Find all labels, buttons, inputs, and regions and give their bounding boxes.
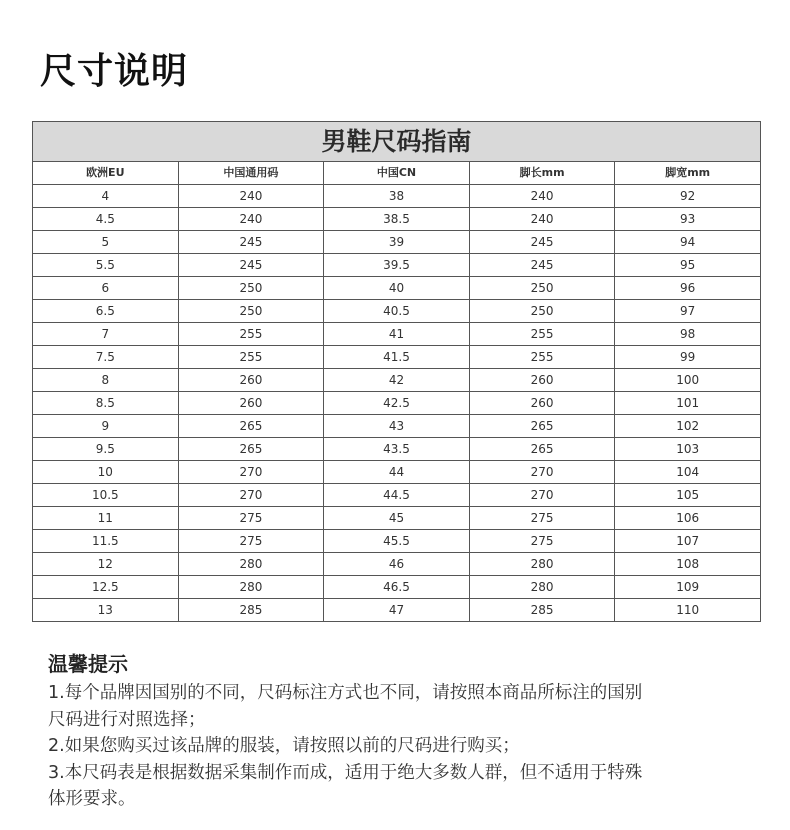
table-cell: 5.5 [33, 254, 179, 277]
table-row [33, 392, 761, 415]
table-row [33, 231, 761, 254]
size-chart-table [32, 121, 761, 622]
table-cell: 45.5 [324, 530, 470, 553]
table-title-row [33, 122, 761, 162]
table-cell: 39.5 [324, 254, 470, 277]
table-row [33, 208, 761, 231]
table-title: 男鞋尺码指南 [33, 122, 761, 162]
table-cell: 98 [615, 323, 761, 346]
table-cell: 280 [178, 553, 324, 576]
table-row [33, 484, 761, 507]
table-cell: 38 [324, 185, 470, 208]
table-cell: 39 [324, 231, 470, 254]
table-cell: 109 [615, 576, 761, 599]
table-cell: 245 [469, 231, 615, 254]
table-cell: 255 [469, 346, 615, 369]
page-title: 尺寸说明 [40, 51, 189, 92]
table-cell: 12 [33, 553, 179, 576]
table-cell: 10 [33, 461, 179, 484]
table-cell: 280 [469, 553, 615, 576]
table-cell: 102 [615, 415, 761, 438]
tips-line: 3.本尺码表是根据数据采集制作而成，适用于绝大多数人群，但不适用于特殊 [48, 762, 643, 783]
table-row [33, 415, 761, 438]
table-cell: 265 [469, 415, 615, 438]
table-cell: 275 [178, 507, 324, 530]
tips-section [48, 650, 758, 813]
table-row [33, 438, 761, 461]
table-cell: 240 [178, 208, 324, 231]
table-cell: 8 [33, 369, 179, 392]
table-cell: 270 [178, 484, 324, 507]
table-cell: 13 [33, 599, 179, 622]
table-cell: 255 [469, 323, 615, 346]
tips-line: 体形要求。 [48, 789, 136, 809]
table-cell: 5 [33, 231, 179, 254]
table-cell: 41 [324, 323, 470, 346]
table-cell: 7 [33, 323, 179, 346]
table-cell: 40.5 [324, 300, 470, 323]
table-cell: 250 [178, 277, 324, 300]
table-cell: 42.5 [324, 392, 470, 415]
table-cell: 42 [324, 369, 470, 392]
table-cell: 255 [178, 346, 324, 369]
table-cell: 46 [324, 553, 470, 576]
table-cell: 285 [469, 599, 615, 622]
table-row [33, 300, 761, 323]
table-cell: 105 [615, 484, 761, 507]
table-cell: 103 [615, 438, 761, 461]
table-cell: 270 [178, 461, 324, 484]
table-cell: 106 [615, 507, 761, 530]
table-cell: 95 [615, 254, 761, 277]
table-row [33, 461, 761, 484]
table-cell: 250 [469, 277, 615, 300]
table-cell: 43.5 [324, 438, 470, 461]
table-cell: 11 [33, 507, 179, 530]
table-row [33, 369, 761, 392]
table-cell: 250 [178, 300, 324, 323]
table-cell: 96 [615, 277, 761, 300]
table-row [33, 507, 761, 530]
tips-heading: 温馨提示 [48, 652, 128, 676]
table-cell: 260 [469, 369, 615, 392]
header-china-cn: 中国CN [324, 162, 470, 185]
tips-line: 1.每个品牌因国别的不同，尺码标注方式也不同，请按照本商品所标注的国别 [48, 683, 643, 703]
table-cell: 107 [615, 530, 761, 553]
table-cell: 8.5 [33, 392, 179, 415]
table-cell: 94 [615, 231, 761, 254]
table-cell: 44.5 [324, 484, 470, 507]
table-cell: 46.5 [324, 576, 470, 599]
table-cell: 45 [324, 507, 470, 530]
table-cell: 260 [469, 392, 615, 415]
table-cell: 260 [178, 392, 324, 415]
table-cell: 6 [33, 277, 179, 300]
table-row [33, 254, 761, 277]
table-cell: 4 [33, 185, 179, 208]
table-cell: 260 [178, 369, 324, 392]
table-cell: 92 [615, 185, 761, 208]
table-cell: 9 [33, 415, 179, 438]
table-cell: 275 [469, 530, 615, 553]
table-header-row [33, 162, 761, 185]
table-cell: 285 [178, 599, 324, 622]
table-cell: 240 [469, 185, 615, 208]
table-cell: 4.5 [33, 208, 179, 231]
table-cell: 6.5 [33, 300, 179, 323]
header-china-general: 中国通用码 [178, 162, 324, 185]
table-cell: 99 [615, 346, 761, 369]
table-cell: 38.5 [324, 208, 470, 231]
table-cell: 240 [469, 208, 615, 231]
table-cell: 270 [469, 484, 615, 507]
table-cell: 43 [324, 415, 470, 438]
table-cell: 40 [324, 277, 470, 300]
table-cell: 12.5 [33, 576, 179, 599]
table-row [33, 576, 761, 599]
table-cell: 108 [615, 553, 761, 576]
table-cell: 10.5 [33, 484, 179, 507]
table-cell: 275 [469, 507, 615, 530]
table-row [33, 346, 761, 369]
table-cell: 9.5 [33, 438, 179, 461]
table-row [33, 185, 761, 208]
table-cell: 47 [324, 599, 470, 622]
header-foot-width: 脚宽mm [615, 162, 761, 185]
table-cell: 250 [469, 300, 615, 323]
tips-line: 尺码进行对照选择； [48, 709, 206, 730]
table-cell: 104 [615, 461, 761, 484]
table-cell: 245 [178, 254, 324, 277]
table-cell: 280 [469, 576, 615, 599]
table-cell: 11.5 [33, 530, 179, 553]
table-row [33, 277, 761, 300]
table-row [33, 599, 761, 622]
table-cell: 265 [469, 438, 615, 461]
table-cell: 41.5 [324, 346, 470, 369]
table-row [33, 553, 761, 576]
table-cell: 110 [615, 599, 761, 622]
table-cell: 100 [615, 369, 761, 392]
table-cell: 97 [615, 300, 761, 323]
table-cell: 265 [178, 415, 324, 438]
table-cell: 280 [178, 576, 324, 599]
table-cell: 101 [615, 392, 761, 415]
table-cell: 270 [469, 461, 615, 484]
table-cell: 265 [178, 438, 324, 461]
table-row [33, 530, 761, 553]
table-cell: 275 [178, 530, 324, 553]
table-cell: 44 [324, 461, 470, 484]
table-cell: 245 [178, 231, 324, 254]
table-cell: 240 [178, 185, 324, 208]
table-cell: 7.5 [33, 346, 179, 369]
table-body [33, 185, 761, 622]
header-eu: 欧洲EU [33, 162, 179, 185]
table-cell: 255 [178, 323, 324, 346]
table-cell: 245 [469, 254, 615, 277]
table-row [33, 323, 761, 346]
header-foot-length: 脚长mm [469, 162, 615, 185]
table-cell: 93 [615, 208, 761, 231]
tips-line: 2.如果您购买过该品牌的服装，请按照以前的尺码进行购买； [48, 736, 520, 756]
